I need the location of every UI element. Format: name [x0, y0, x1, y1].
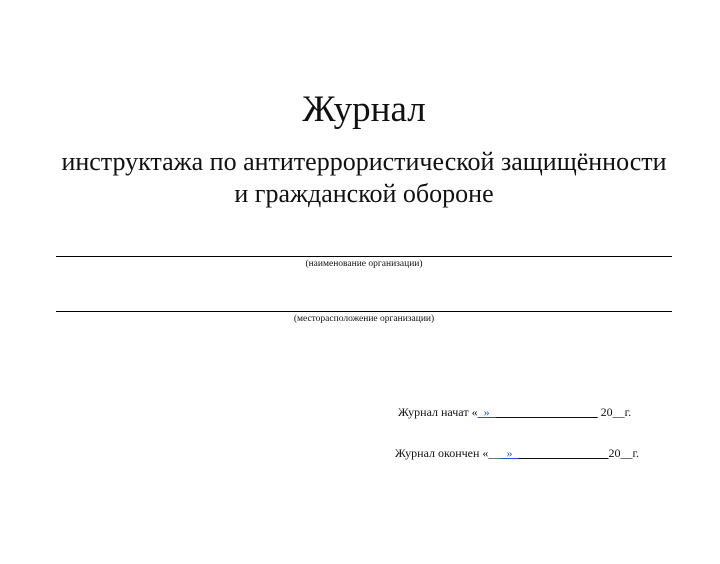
- end-date-day-link[interactable]: _»_: [500, 446, 519, 460]
- journal-title: Журнал: [302, 89, 426, 130]
- journal-start-date: [398, 404, 631, 420]
- subtitle-line-2: и гражданской обороне: [234, 179, 494, 208]
- end-date-label: Журнал окончен «__: [395, 446, 501, 460]
- end-date-month-blank: _______________: [518, 446, 609, 460]
- start-date-day-link[interactable]: _»_: [477, 405, 496, 419]
- start-date-month-blank: _________________: [495, 405, 598, 419]
- organization-location-line: [56, 311, 672, 312]
- journal-end-date: [395, 445, 639, 461]
- end-date-year: 20__г.: [608, 446, 640, 460]
- journal-subtitle: [0, 146, 720, 210]
- organization-name-caption: (наименование организации): [305, 259, 423, 269]
- start-date-label: Журнал начат «: [398, 405, 478, 419]
- organization-location-caption: (месторасположение организации): [293, 314, 435, 324]
- subtitle-line-1: инструктажа по антитеррористической защищённости: [61, 147, 667, 176]
- start-date-year: 20__г.: [597, 405, 632, 419]
- organization-name-line: [56, 256, 672, 257]
